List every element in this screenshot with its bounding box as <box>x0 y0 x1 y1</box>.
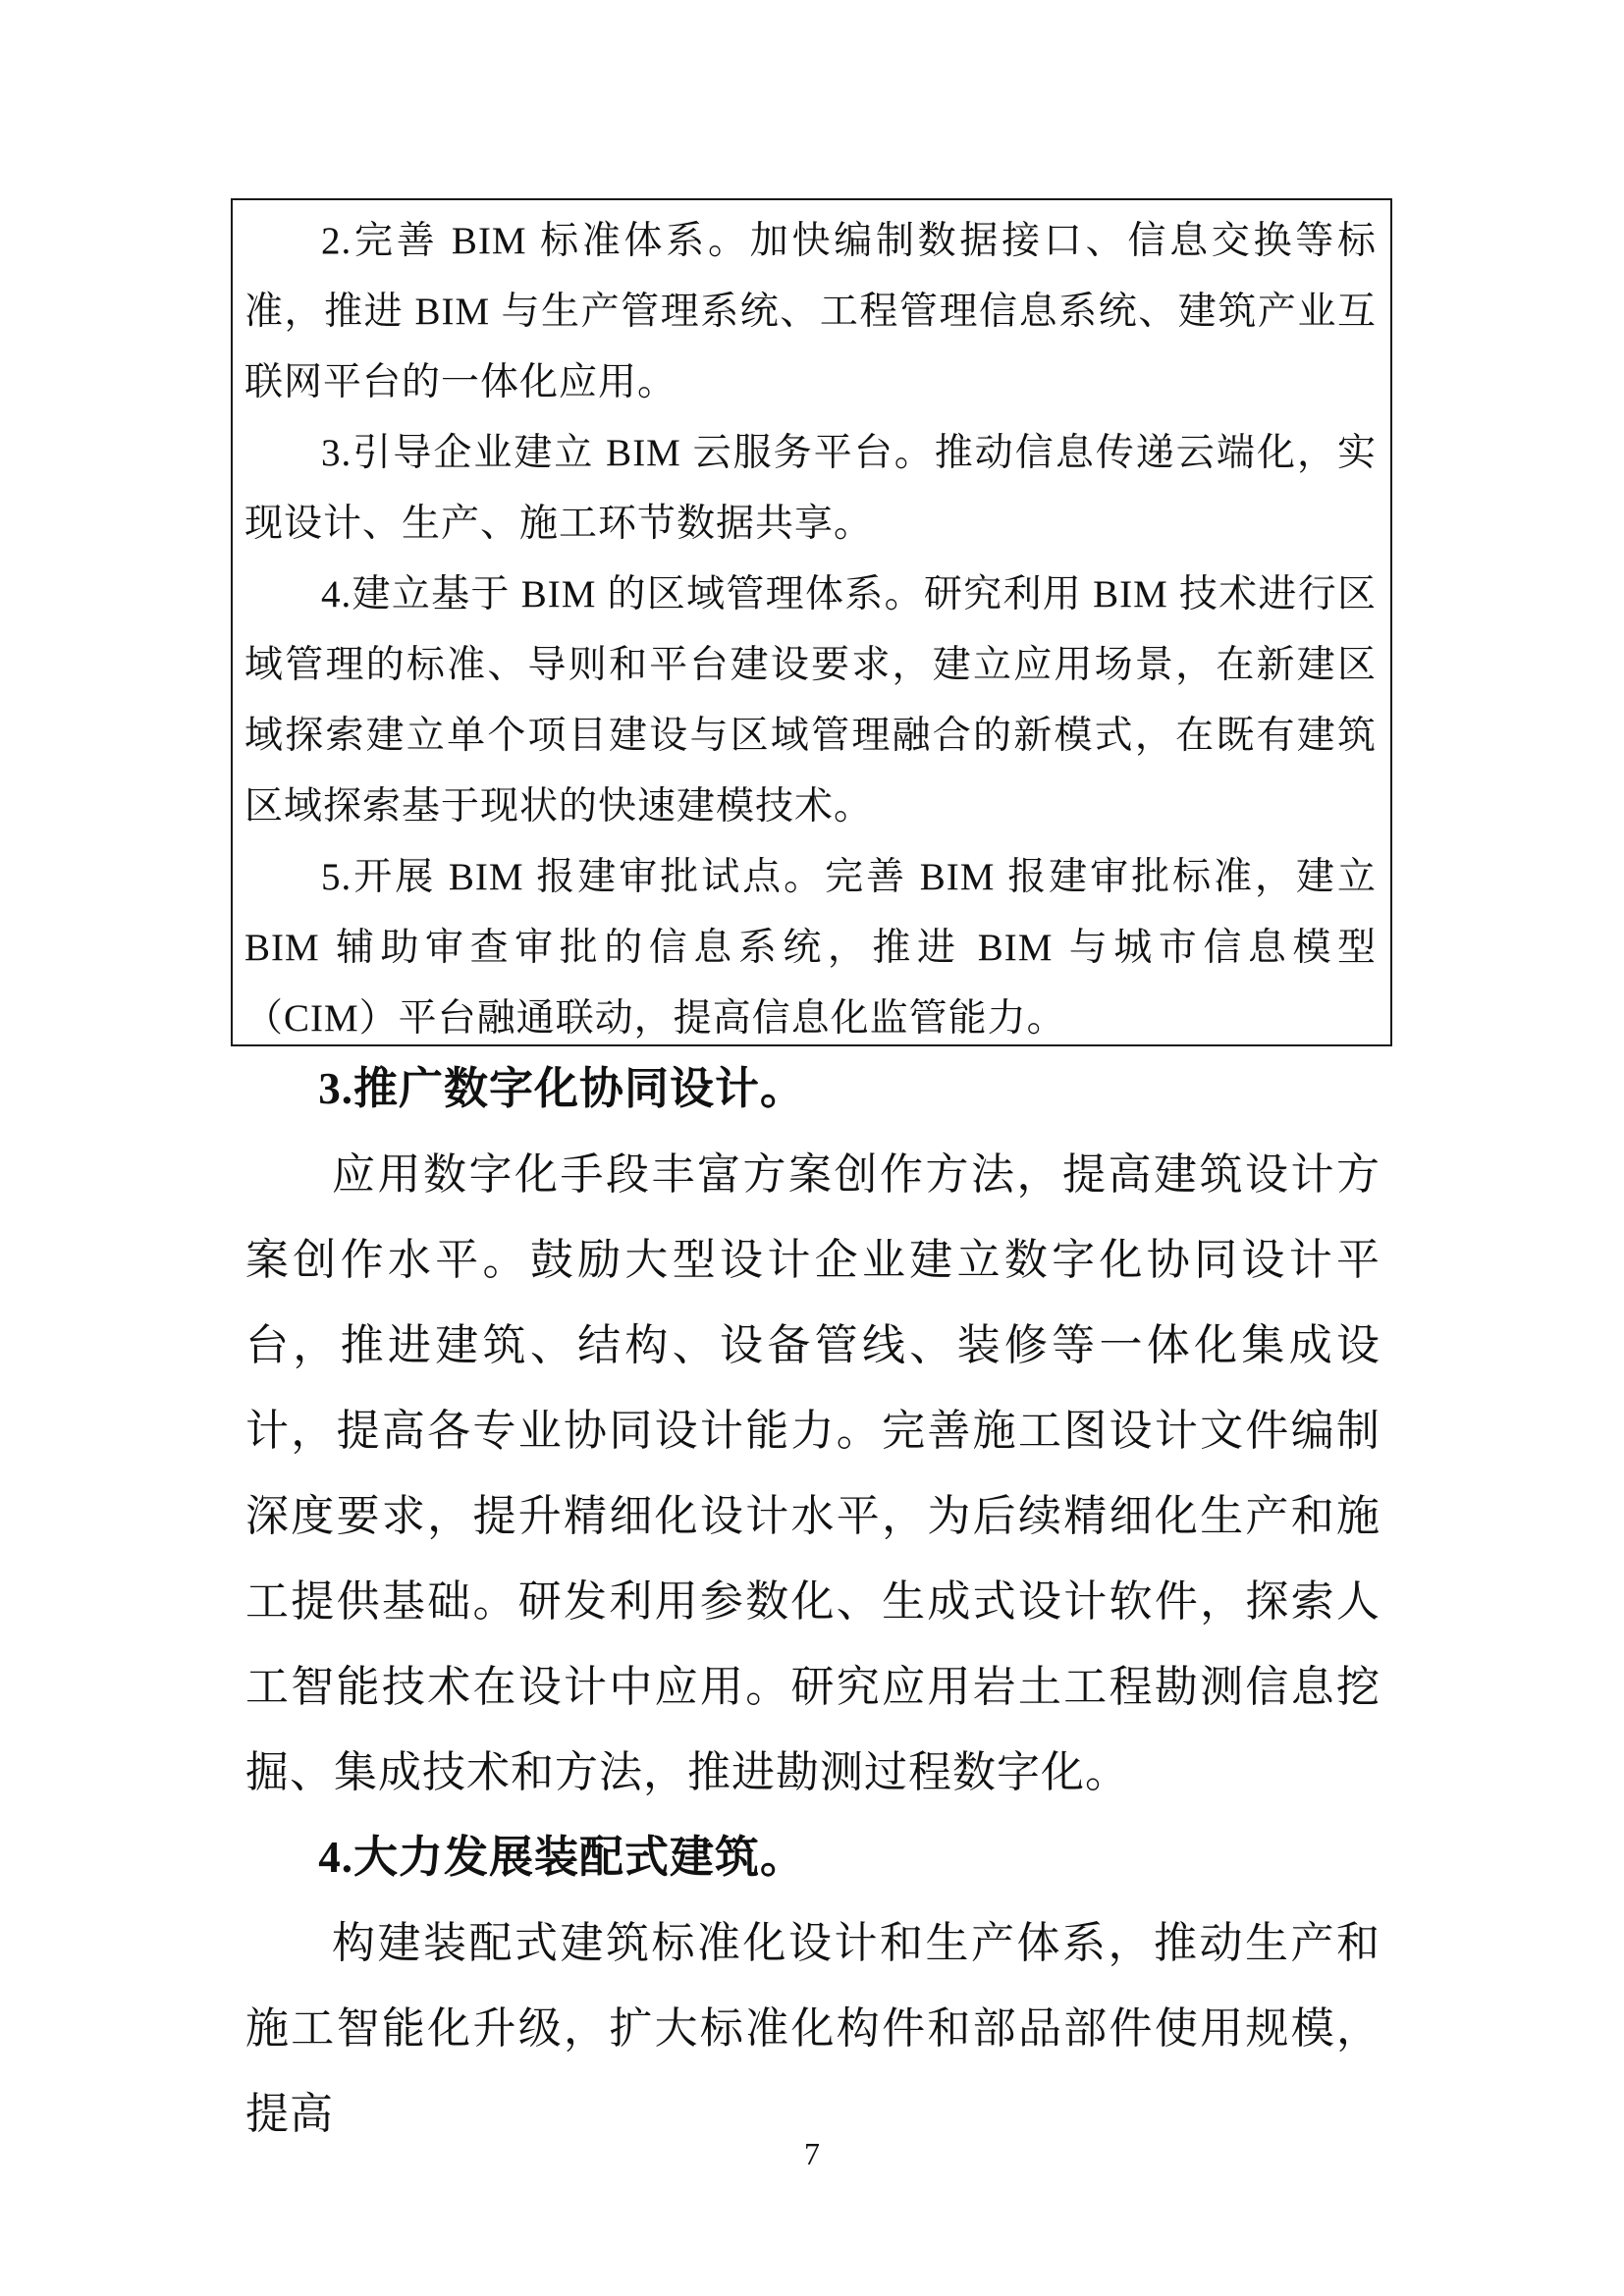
section-4-heading: 4.大力发展装配式建筑。 <box>318 1833 806 1882</box>
document-body <box>245 1046 1380 2157</box>
box-item-4: 4.建立基于 BIM 的区域管理体系。研究利用 BIM 技术进行区域管理的标准、导则和平台建设要求，建立应用场景，在新建区域探索建立单个项目建设与区域管理融合的新模式，在既有建筑区域探索基于现状的快速建模技术。 <box>244 573 1377 828</box>
box-item-5: 5.开展 BIM 报建审批试点。完善 BIM 报建审批标准，建立 BIM 辅助审查审批的信息系统，推进 BIM 与城市信息模型（CIM）平台融通联动，提高信息化监管能力。 <box>244 856 1377 1040</box>
box-item-3: 3.引导企业建立 BIM 云服务平台。推动信息传递云端化，实现设计、生产、施工环节数据共享。 <box>244 432 1377 545</box>
section-3-heading: 3.推广数字化协同设计。 <box>318 1064 806 1113</box>
section-4-paragraph: 构建装配式建筑标准化设计和生产体系，推动生产和施工智能化升级，扩大标准化构件和部品部件使用规模，提高 <box>245 1919 1380 2138</box>
bim-measures-box <box>231 198 1392 1046</box>
page-number: 7 <box>804 2136 820 2171</box>
section-3-paragraph: 应用数字化手段丰富方案创作方法，提高建筑设计方案创作水平。鼓励大型设计企业建立数字化协同设计平台，推进建筑、结构、设备管线、装修等一体化集成设计，提高各专业协同设计能力。完善施工图设计文件编制深度要求，提升精细化设计水平，为后续精细化生产和施工提供基础。研发利用参数化、生成式设计软件，探索人工智能技术在设计中应用。研究应用岩土工程勘测信息挖掘、集成技术和方法，推进勘测过程数字化。 <box>245 1150 1380 1796</box>
box-item-2: 2.完善 BIM 标准体系。加快编制数据接口、信息交换等标准，推进 BIM 与生产管理系统、工程管理信息系统、建筑产业互联网平台的一体化应用。 <box>244 220 1377 403</box>
